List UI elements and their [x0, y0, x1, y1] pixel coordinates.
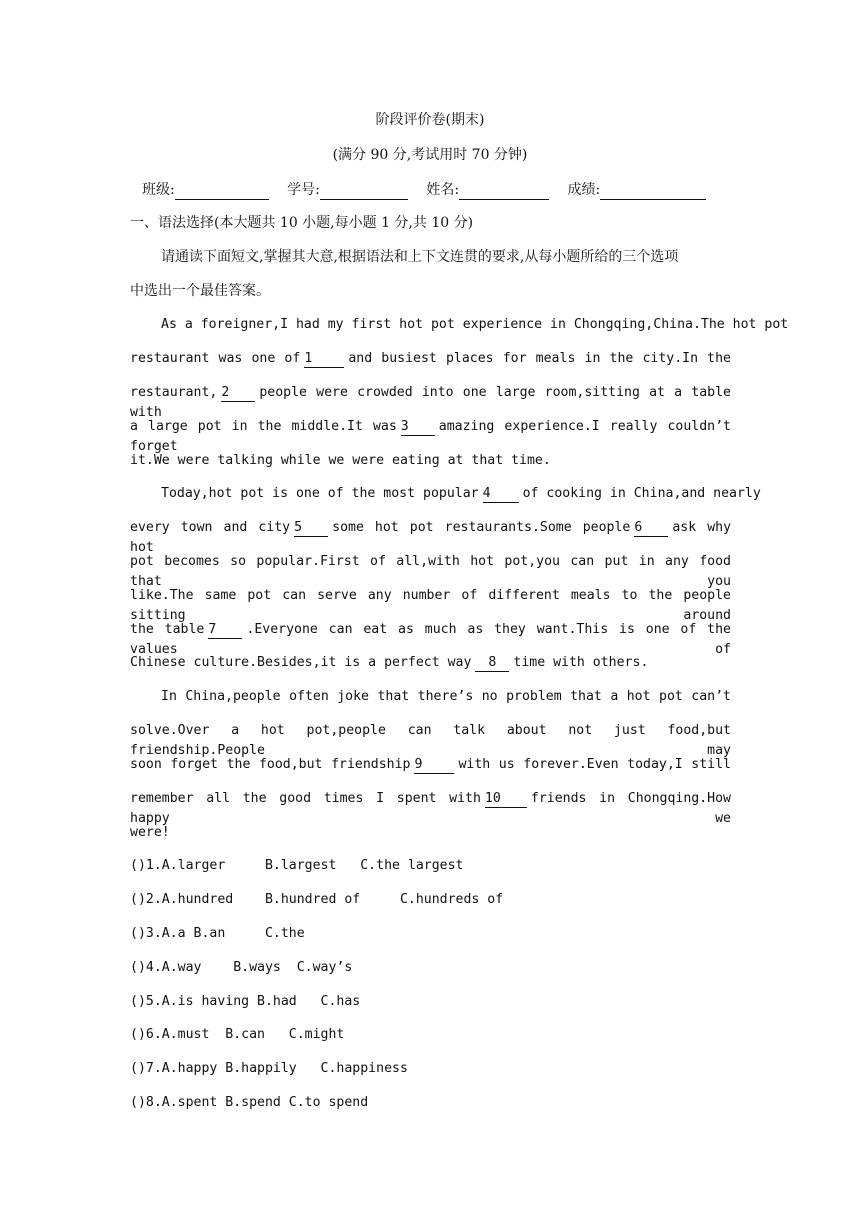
- student-info-row: [142, 180, 706, 200]
- student-id-blank[interactable]: [320, 185, 408, 200]
- score-field[interactable]: [568, 180, 707, 200]
- blank-5: 5: [294, 520, 328, 537]
- passage-line: pot becomes so popular.First of all,with hot pot,you can put in any food that you: [130, 554, 731, 589]
- passage-line: [130, 653, 648, 673]
- student-id-label: 学号:: [287, 182, 320, 198]
- instruction-line-1: 请通读下面短文,掌握其大意,根据语法和上下文连贯的要求,从每小题所给的三个选项: [161, 249, 679, 265]
- section-heading: 一、语法选择(本大题共 10 小题,每小题 1 分,共 10 分): [130, 215, 474, 231]
- passage-line: it.We were talking while we were eating at that time.: [130, 453, 551, 468]
- passage-text: .Everyone can eat as much as they want.This is one of the values of: [130, 622, 731, 657]
- name-blank[interactable]: [459, 185, 549, 200]
- passage-text: time with others.: [513, 655, 649, 670]
- passage-text: restaurant was one of: [130, 351, 301, 366]
- passage-text: a large pot in the middle.It was: [130, 419, 397, 434]
- passage-text: every town and city: [130, 520, 291, 535]
- option-item-8: ()8.A.spent B.spend C.to spend: [130, 1095, 369, 1110]
- passage-text: and busiest places for meals in the city.In the: [348, 351, 731, 366]
- passage-text: Chinese culture.Besides,it is a perfect way: [130, 655, 472, 670]
- instruction-line-2: 中选出一个最佳答案。: [130, 283, 270, 299]
- passage-line: As a foreigner,I had my first hot pot experience in Chongqing,China.The hot pot: [161, 317, 789, 332]
- passage-text: restaurant,: [130, 385, 218, 400]
- passage-line: [130, 755, 731, 775]
- passage-text: Today,hot pot is one of the most popular: [161, 486, 479, 501]
- blank-4: 4: [483, 486, 519, 503]
- option-item-6: ()6.A.must B.can C.might: [130, 1027, 345, 1042]
- passage-text: ask why hot: [130, 520, 732, 555]
- blank-3: 3: [401, 419, 435, 436]
- student-id-field[interactable]: [287, 180, 408, 200]
- passage-line: were!: [130, 825, 170, 840]
- blank-10: 10: [485, 791, 527, 808]
- passage-line: [130, 349, 731, 369]
- blank-7: 7: [208, 622, 242, 639]
- blank-1: 1: [304, 351, 344, 368]
- passage-text: amazing experience.I really couldn’t forget: [130, 419, 731, 454]
- score-label: 成绩:: [567, 182, 601, 198]
- passage-text: soon forget the food,but friendship: [130, 757, 411, 772]
- option-item-1: ()1.A.larger B.largest C.the largest: [130, 858, 464, 873]
- passage-text: the table: [130, 622, 205, 637]
- class-field[interactable]: [142, 180, 269, 200]
- option-item-7: ()7.A.happy B.happily C.happiness: [130, 1061, 408, 1076]
- name-field[interactable]: [426, 180, 549, 200]
- passage-line: In China,people often joke that there’s no problem that a hot pot can’t: [161, 689, 731, 704]
- passage-text: with us forever.Even today,I still: [458, 757, 731, 772]
- option-item-2: ()2.A.hundred B.hundred of C.hundreds of: [130, 892, 504, 907]
- option-item-4: ()4.A.way B.ways C.way’s: [130, 960, 353, 975]
- blank-2: 2: [221, 385, 255, 402]
- passage-text: friends in Chongqing.How happy we: [130, 791, 731, 826]
- passage-line: [130, 789, 731, 829]
- blank-9: 9: [414, 757, 454, 774]
- option-item-5: ()5.A.is having B.had C.has: [130, 994, 361, 1009]
- class-blank[interactable]: [175, 185, 269, 200]
- passage-line: solve.Over a hot pot,people can talk about not just food,but friendship.People may: [130, 723, 731, 758]
- score-blank[interactable]: [600, 185, 706, 200]
- blank-6: 6: [634, 520, 668, 537]
- option-item-3: ()3.A.a B.an C.the: [130, 926, 305, 941]
- passage-line: like.The same pot can serve any number of different meals to the people sitting around: [130, 588, 731, 623]
- passage-text: people were crowded into one large room,sitting at a table with: [130, 385, 731, 420]
- blank-8: 8: [475, 655, 509, 672]
- passage-line: [161, 484, 761, 504]
- name-label: 姓名:: [426, 182, 460, 198]
- class-label: 班级:: [142, 182, 175, 198]
- exam-subtitle: (满分 90 分,考试用时 70 分钟): [332, 147, 528, 163]
- passage-text: of cooking in China,and nearly: [522, 486, 761, 501]
- passage-text: remember all the good times I spent with: [130, 791, 481, 806]
- exam-title: 阶段评价卷(期末): [375, 112, 485, 128]
- passage-text: some hot pot restaurants.Some people: [332, 520, 631, 535]
